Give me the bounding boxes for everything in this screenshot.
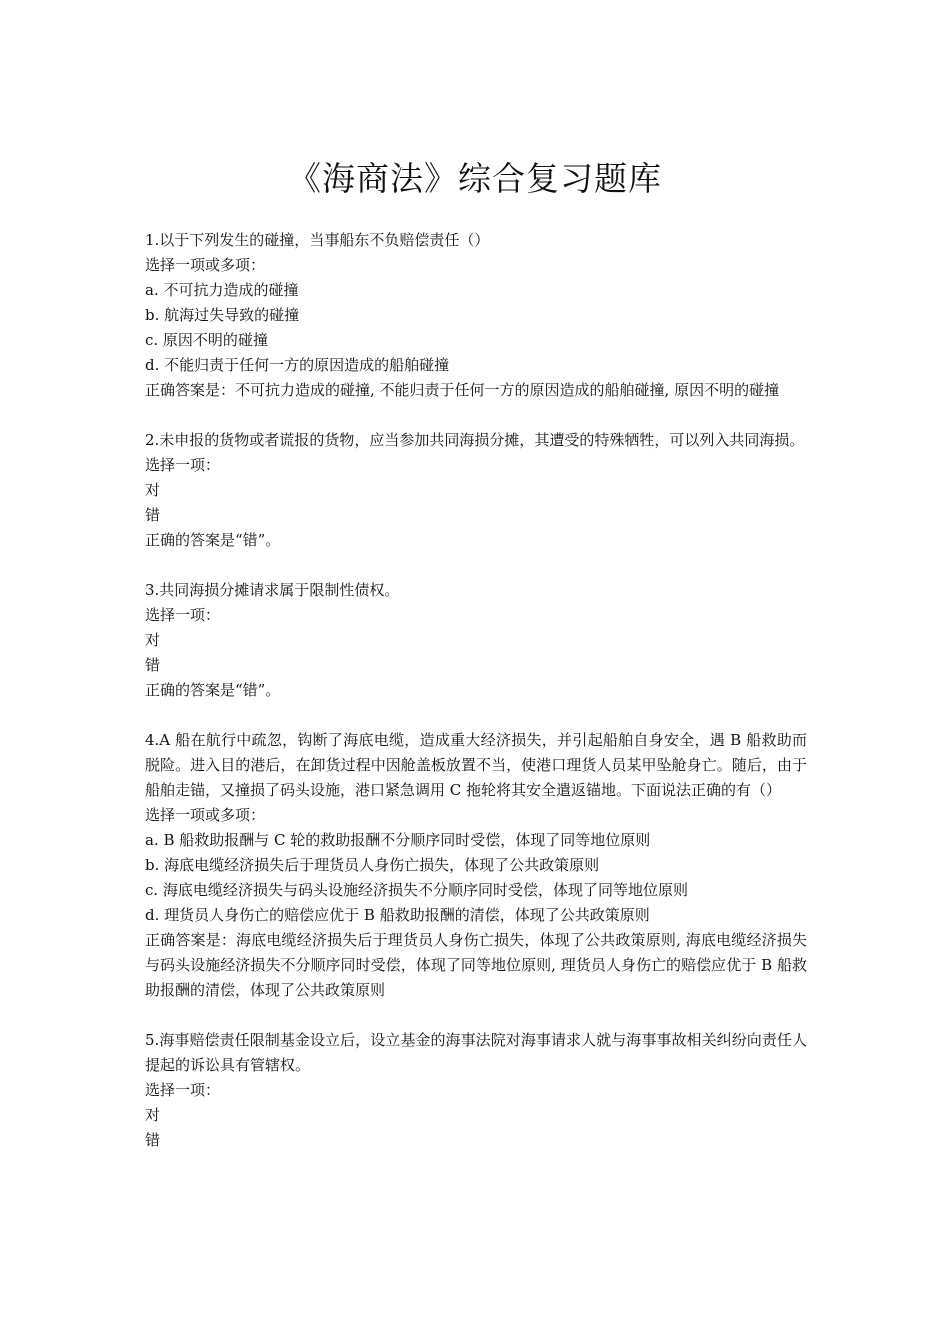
option-b: b. 海底电缆经济损失后于理货员人身伤亡损失，体现了公共政策原则 [145,856,600,874]
question-prompt: 选择一项： [145,1081,221,1099]
option-true: 对 [145,1106,161,1124]
option-false: 错 [145,506,161,524]
question-prompt: 选择一项或多项： [145,256,266,274]
question-1 [145,228,807,403]
answer-text: 正确的答案是“错”。 [145,681,281,699]
question-3 [145,578,807,703]
option-c: c. 海底电缆经济损失与码头设施经济损失不分顺序同时受偿，体现了同等地位原则 [145,881,688,899]
question-prompt: 选择一项： [145,606,221,624]
question-stem: 5.海事赔偿责任限制基金设立后，设立基金的海事法院对海事请求人就与海事事故相关纠纷向责任人提起的诉讼具有管辖权。 [145,1031,807,1074]
option-d: d. 理货员人身伤亡的赔偿应优于 B 船救助报酬的清偿，体现了公共政策原则 [145,906,650,924]
question-5 [145,1028,807,1153]
option-true: 对 [145,631,161,649]
question-prompt: 选择一项或多项： [145,806,266,824]
question-4 [145,728,807,1003]
option-false: 错 [145,656,161,674]
option-a: a. 不可抗力造成的碰撞 [145,281,299,299]
answer-text: 正确答案是：不可抗力造成的碰撞, 不能归责于任何一方的原因造成的船舶碰撞, 原因不明的碰撞 [145,381,780,399]
question-stem: 1.以于下列发生的碰撞，当事船东不负赔偿责任（） [145,231,490,249]
option-d: d. 不能归责于任何一方的原因造成的船舶碰撞 [145,356,450,374]
question-2 [145,428,807,553]
option-true: 对 [145,481,161,499]
question-stem: 4.A 船在航行中疏忽，钩断了海底电缆，造成重大经济损失，并引起船舶自身安全，遇 B 船救助而脱险。进入目的港后，在卸货过程中因舱盖板放置不当，使港口理货人员某甲坠舱身亡。随后，由于船舶走锚，又撞损了码头设施，港口紧急调用 C 拖轮将其安全遣返锚地。下面说法正确的有（） [145,731,807,799]
question-list [145,228,807,1178]
answer-text: 正确的答案是“错”。 [145,531,281,549]
question-stem: 2.未申报的货物或者谎报的货物，应当参加共同海损分摊，其遭受的特殊牺牲，可以列入共同海损。 [145,431,805,449]
option-false: 错 [145,1131,161,1149]
question-prompt: 选择一项： [145,456,221,474]
document-title: 《海商法》综合复习题库 [288,159,662,199]
question-stem: 3.共同海损分摊请求属于限制性债权。 [145,581,400,599]
option-c: c. 原因不明的碰撞 [145,331,268,349]
option-b: b. 航海过失导致的碰撞 [145,306,300,324]
option-a: a. B 船救助报酬与 C 轮的救助报酬不分顺序同时受偿，体现了同等地位原则 [145,831,651,849]
answer-text: 正确答案是：海底电缆经济损失后于理货员人身伤亡损失，体现了公共政策原则, 海底电缆经济损失与码头设施经济损失不分顺序同时受偿，体现了同等地位原则, 理货员人身伤亡的赔偿应优于 B 船救助报酬的清偿，体现了公共政策原则 [145,931,807,999]
